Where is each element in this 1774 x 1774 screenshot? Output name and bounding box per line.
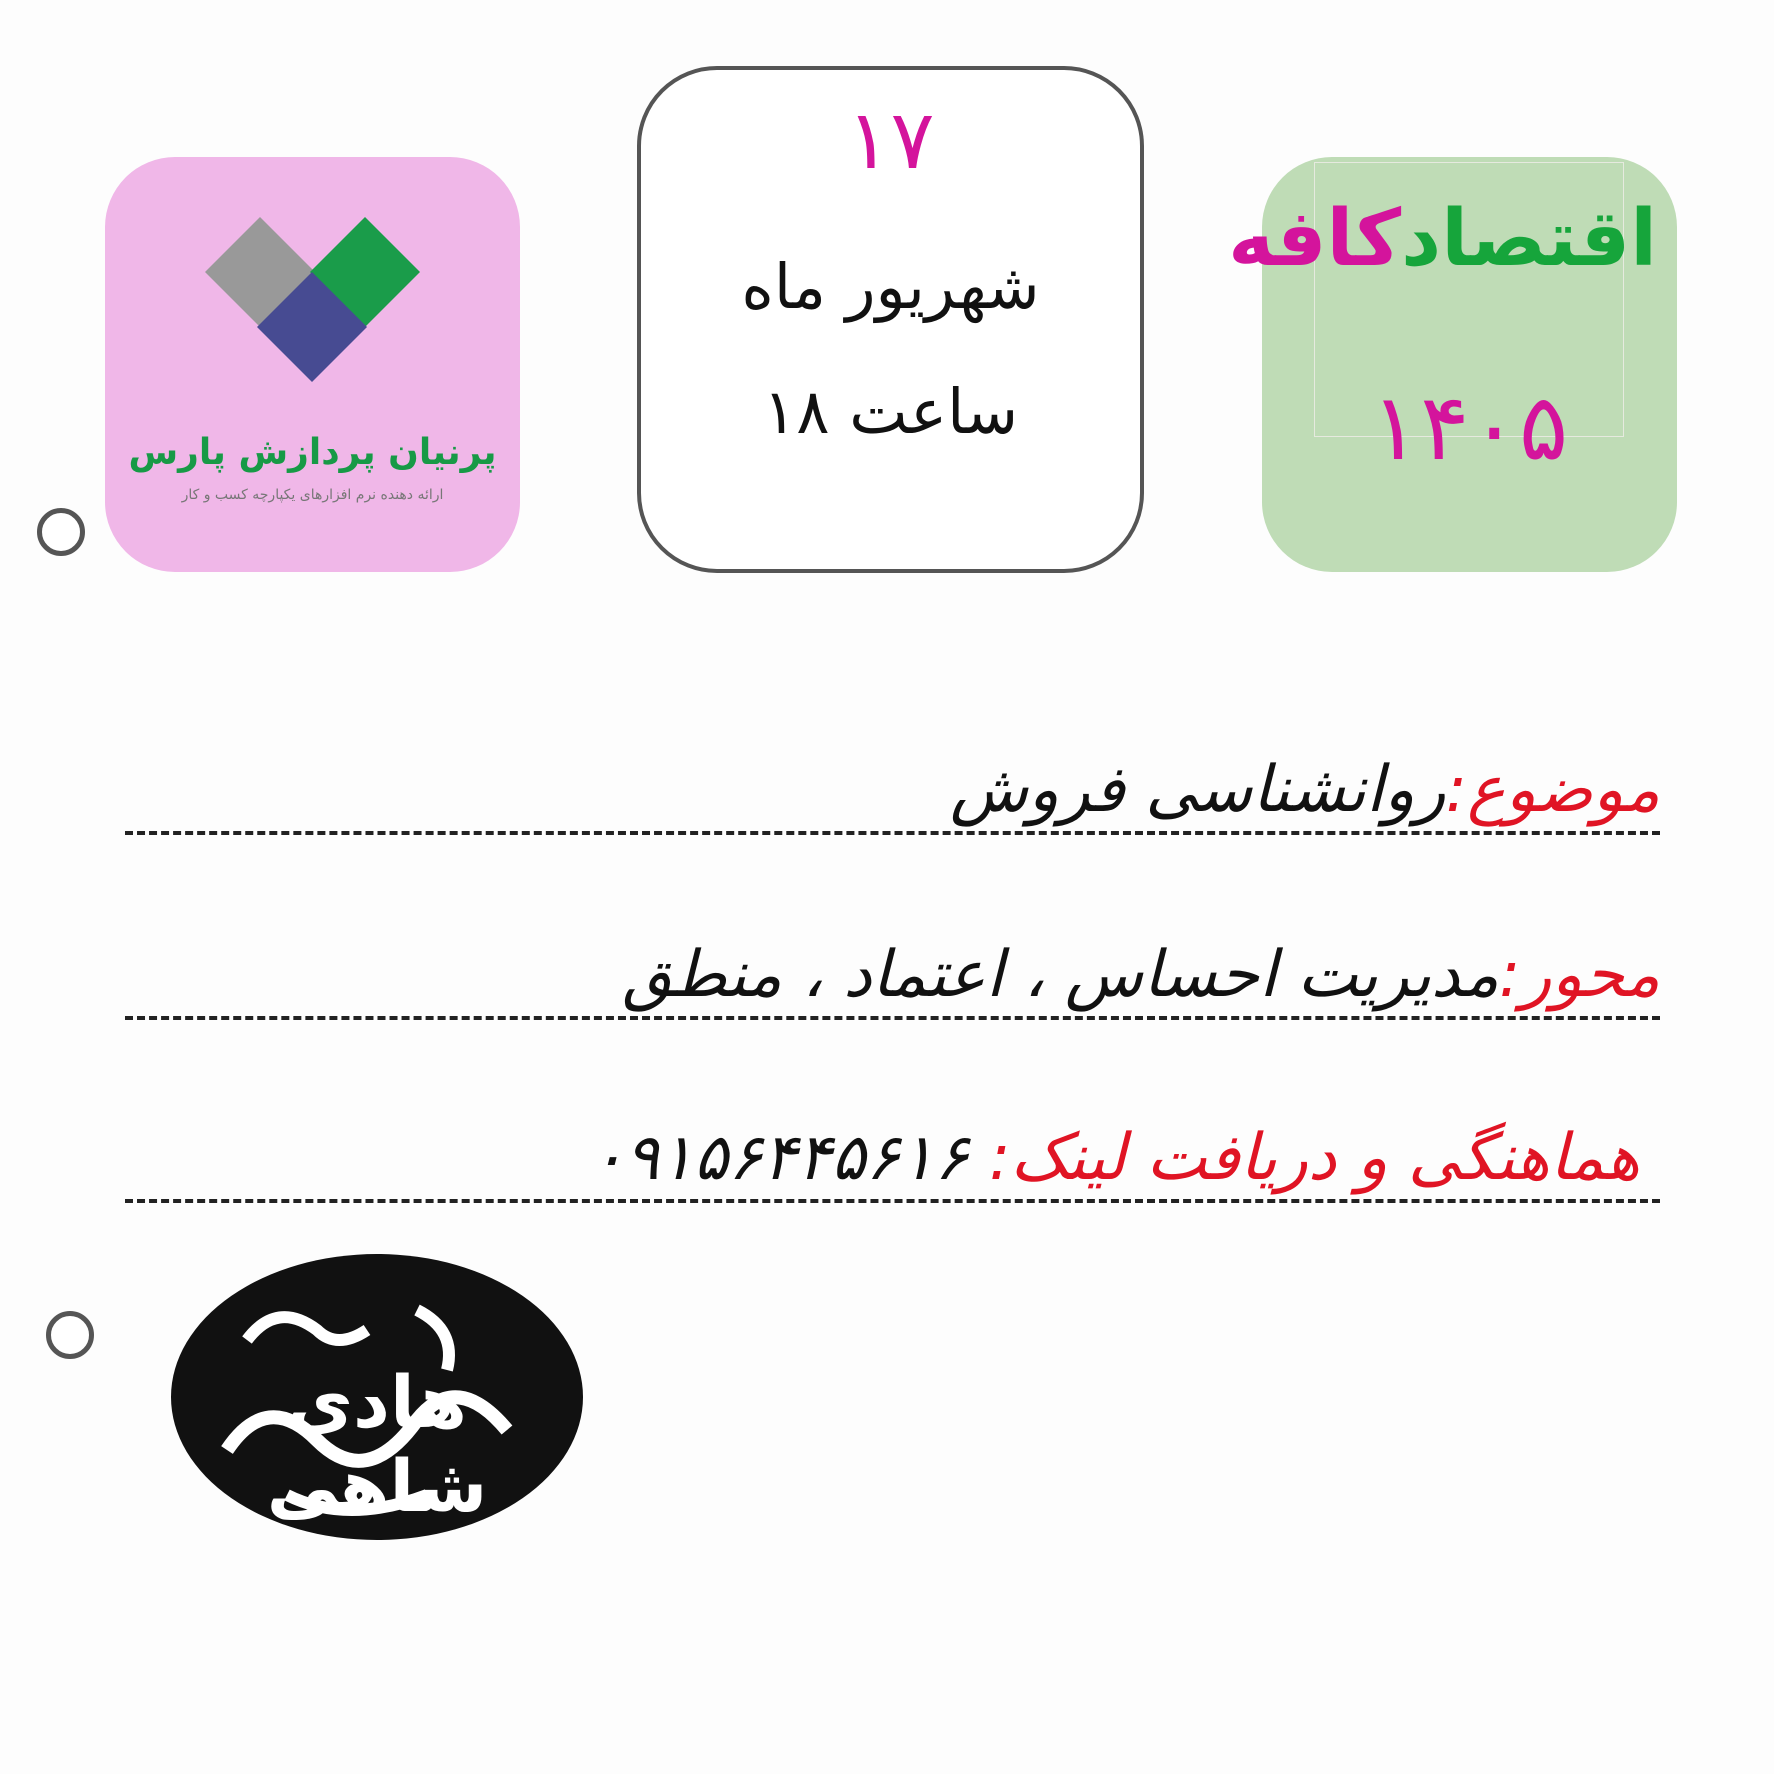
contact-phone: ۰۹۱۵۶۴۴۵۶۱۶ [590, 1121, 969, 1195]
dashed-line [125, 831, 1660, 835]
dashed-line [125, 1199, 1660, 1203]
topic-row [125, 745, 1660, 835]
contact-text [590, 1121, 1640, 1195]
event-month: شهریور ماه [741, 250, 1040, 323]
topic-value: روانشناسی فروش [949, 753, 1446, 827]
brand-card [1228, 157, 1677, 572]
event-day: ۱۷ [846, 93, 935, 188]
company-logo-card [105, 157, 520, 572]
signature-seal [167, 1250, 587, 1545]
contact-label: هماهنگی و دریافت لینک: [988, 1121, 1640, 1195]
topic-text [950, 753, 1660, 827]
event-date-card [637, 66, 1144, 573]
brand-title-part1: اقتصاد [1401, 194, 1657, 284]
axis-value: مدیریت احساس ، اعتماد ، منطق [622, 938, 1499, 1012]
brand-year: ۱۴۰۵ [1370, 374, 1569, 481]
axis-label: محور: [1498, 938, 1660, 1012]
event-time: ساعت ۱۸ [762, 375, 1019, 448]
axis-text [622, 938, 1660, 1012]
radio-circle-icon [46, 1311, 94, 1359]
seal-text: هادی شاهی [266, 1360, 488, 1528]
brand-title-part2: کافه [1228, 194, 1402, 284]
diamond-logo-icon [205, 217, 425, 387]
company-tagline: ارائه دهنده نرم افزارهای یکپارچه کسب و کار [181, 487, 444, 503]
dashed-line [125, 1016, 1660, 1020]
brand-title [1228, 194, 1657, 284]
company-name: پرنیان پردازش پارس [128, 432, 497, 473]
topic-label: موضوع: [1445, 753, 1660, 827]
axis-row [125, 930, 1660, 1020]
contact-row [125, 1113, 1660, 1203]
radio-circle-icon [37, 508, 85, 556]
